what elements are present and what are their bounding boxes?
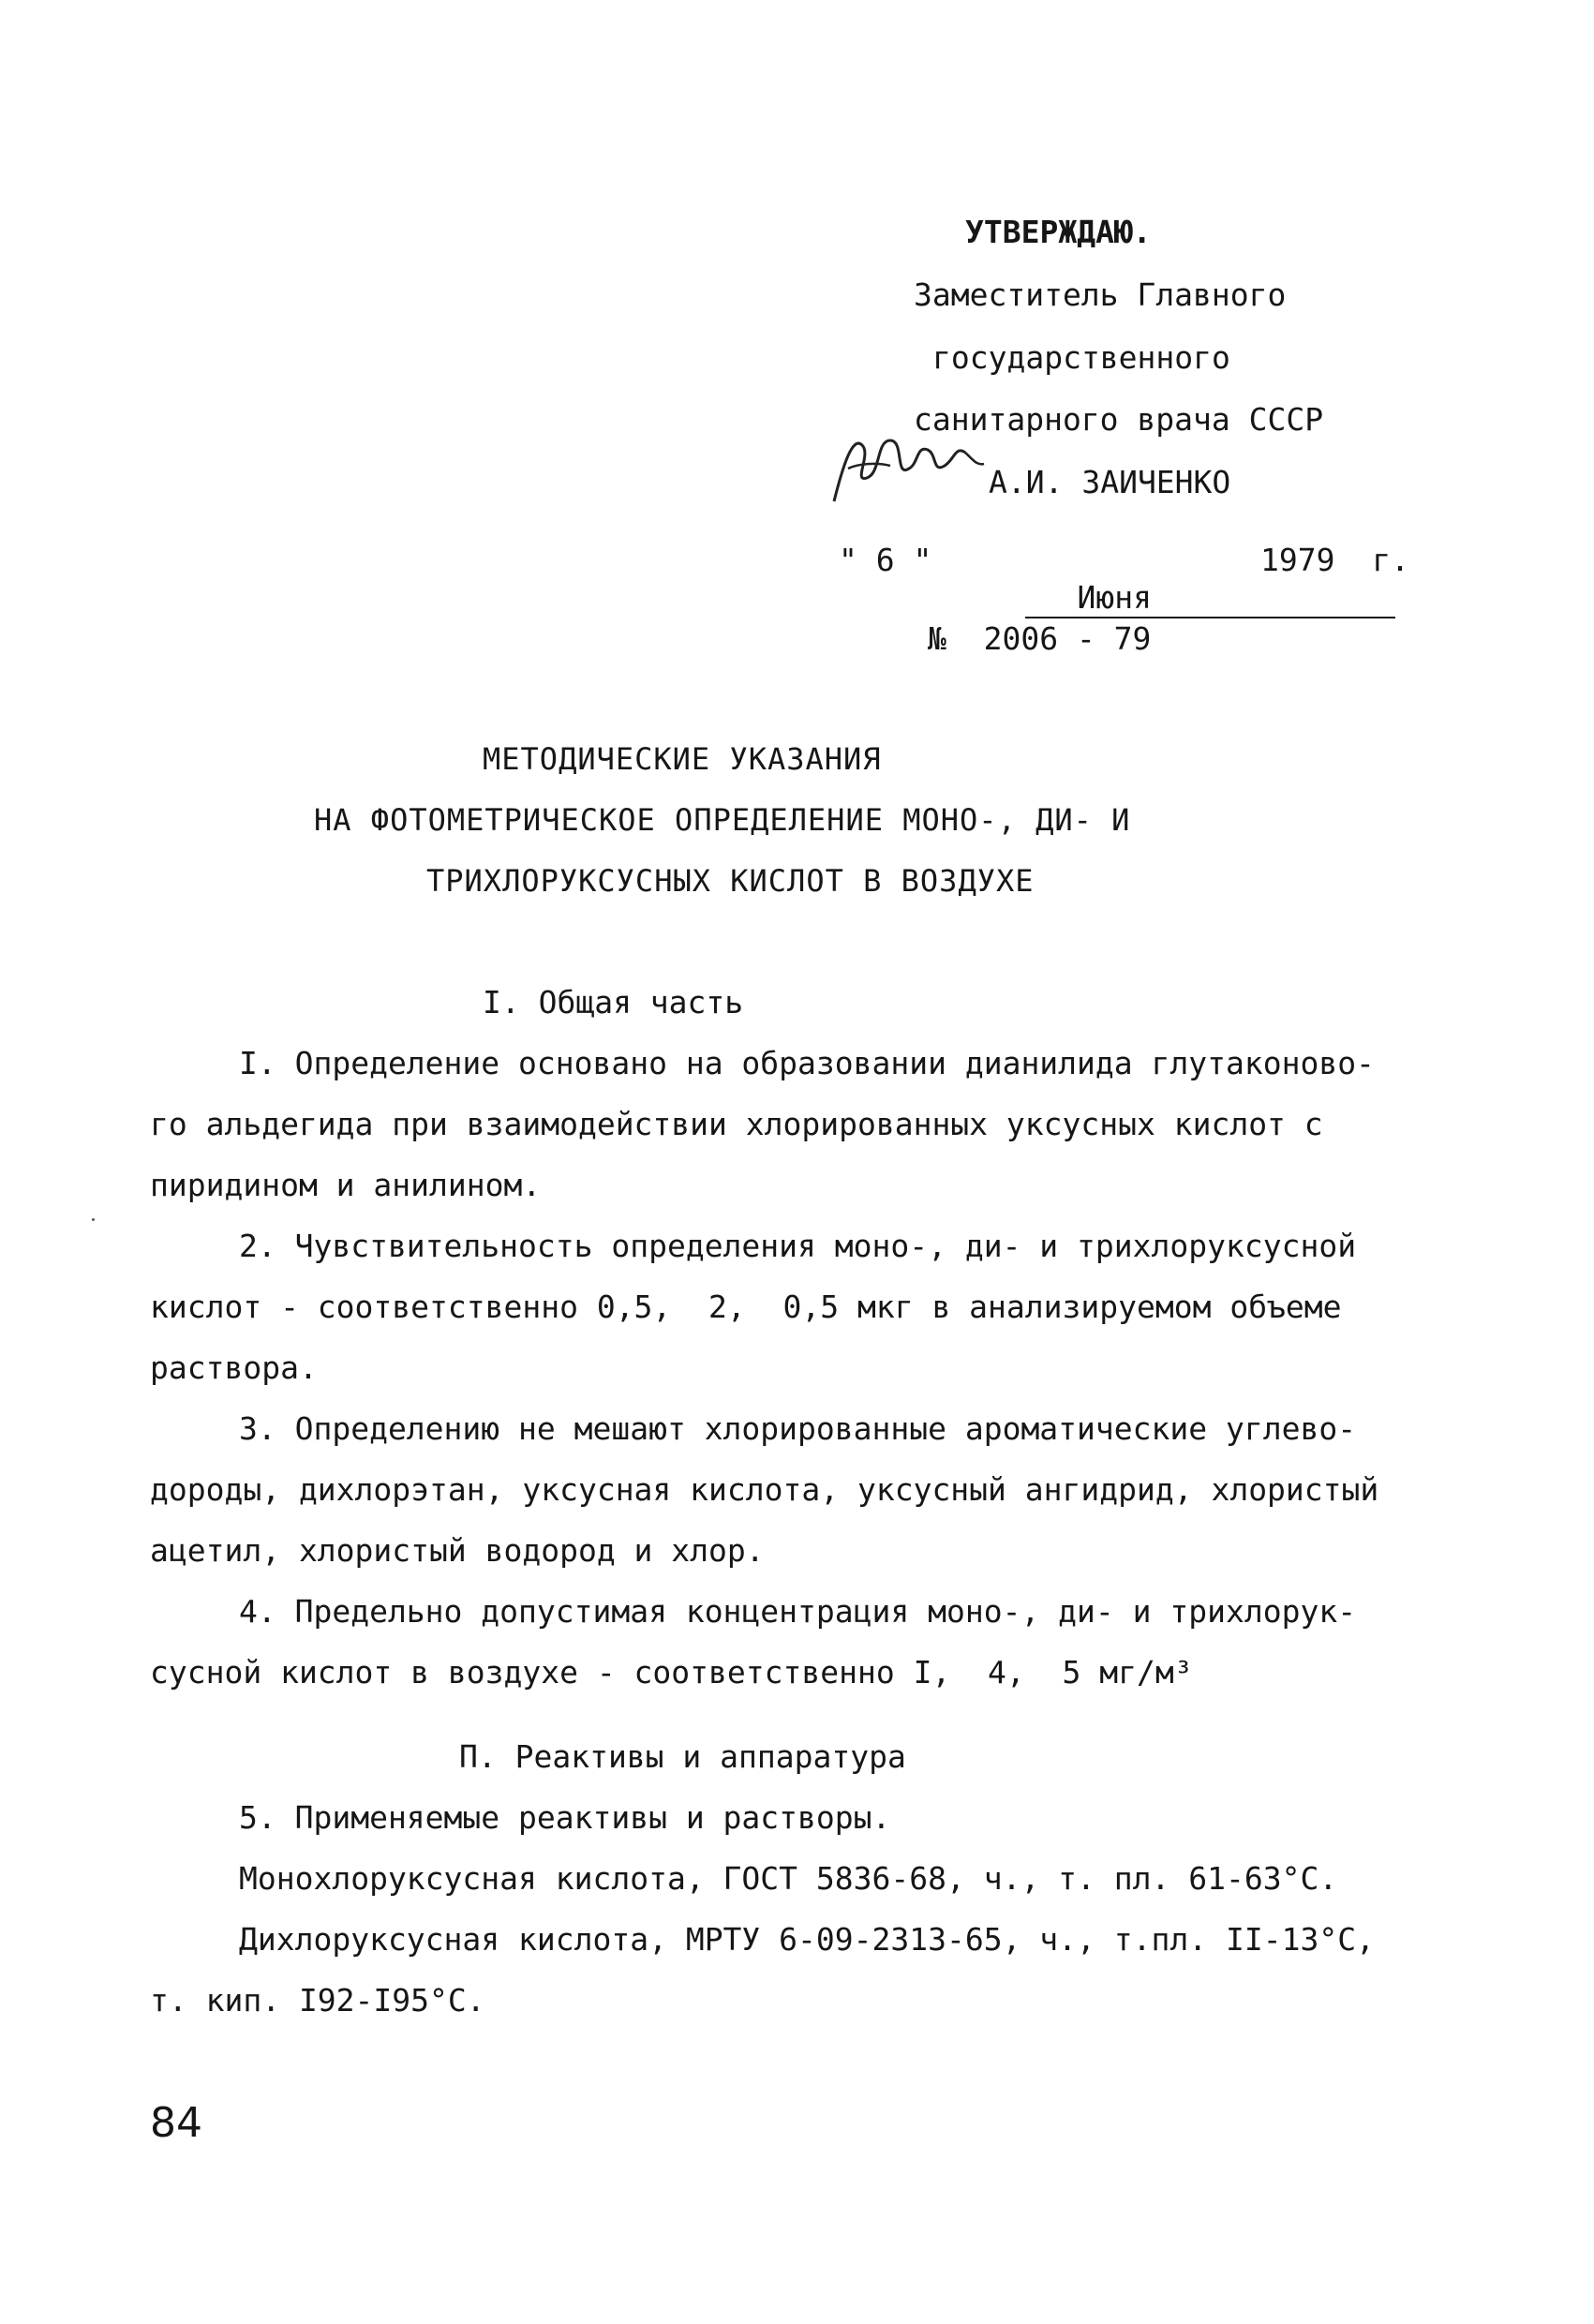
paragraph-line: раствора. <box>150 1349 318 1386</box>
section-heading-general: I. Общая часть <box>483 984 744 1020</box>
paragraph-line: кислот - соответственно 0,5, 2, 0,5 мкг в анализируемом объеме <box>150 1289 1342 1325</box>
paragraph-line: 5. Применяемые реактивы и растворы. <box>239 1799 891 1836</box>
document-title-line3: ТРИХЛОРУКСУСНЫХ КИСЛОТ В ВОЗДУХЕ <box>426 863 1035 899</box>
approval-date-day: " 6 " <box>839 542 932 578</box>
paragraph-line: Монохлоруксусная кислота, ГОСТ 5836-68, ч., т. пл. 61-63°С. <box>239 1860 1338 1897</box>
approval-name: А.И. ЗАИЧЕНКО <box>989 464 1231 500</box>
paragraph-line: ацетил, хлористый водород и хлор. <box>150 1532 765 1569</box>
paragraph-line: 2. Чувствительность определения моно-, ди- и трихлоруксусной <box>239 1228 1357 1264</box>
paragraph-line: дороды, дихлорэтан, уксусная кислота, уксусный ангидрид, хлористый <box>150 1471 1379 1508</box>
section-heading-reagents: П. Реактивы и аппаратура <box>459 1738 906 1775</box>
approval-number: № 2006 - 79 <box>928 620 1152 657</box>
approval-date-year: 1979 г. <box>1260 542 1409 578</box>
paragraph-line: пиридином и анилином. <box>150 1167 542 1203</box>
paragraph-line: 3. Определению не мешают хлорированные ароматические углево- <box>239 1410 1357 1447</box>
approval-position-line2: государственного <box>932 339 1230 376</box>
approval-position-line3: санитарного врача СССР <box>914 401 1324 438</box>
paragraph-line: I. Определение основано на образовании дианилида глутаконово- <box>239 1045 1375 1081</box>
handwritten-signature <box>825 426 1012 511</box>
scan-speck <box>92 1218 95 1221</box>
paragraph-line: Дихлоруксусная кислота, МРТУ 6-09-2313-65, ч., т.пл. II-13°С, <box>239 1921 1375 1958</box>
paragraph-line: го альдегида при взаимодействии хлорированных уксусных кислот с <box>150 1106 1323 1142</box>
paragraph-line: сусной кислот в воздухе - соответственно I, 4, 5 мг/м³ <box>150 1654 1193 1691</box>
document-title-line1: МЕТОДИЧЕСКИЕ УКАЗАНИЯ <box>483 741 882 777</box>
paragraph-line: 4. Предельно допустимая концентрация моно-, ди- и трихлорук- <box>239 1593 1357 1630</box>
approval-date-month: Июня <box>1025 579 1395 618</box>
page-number: 84 <box>150 2099 202 2147</box>
document-title-line2: НА ФОТОМЕТРИЧЕСКОЕ ОПРЕДЕЛЕНИЕ МОНО-, ДИ- И <box>314 802 1131 838</box>
paragraph-line: т. кип. I92-I95°С. <box>150 1982 485 2019</box>
approval-position-line1: Заместитель Главного <box>914 276 1287 313</box>
approval-heading: УТВЕРЖДАЮ. <box>965 214 1152 250</box>
